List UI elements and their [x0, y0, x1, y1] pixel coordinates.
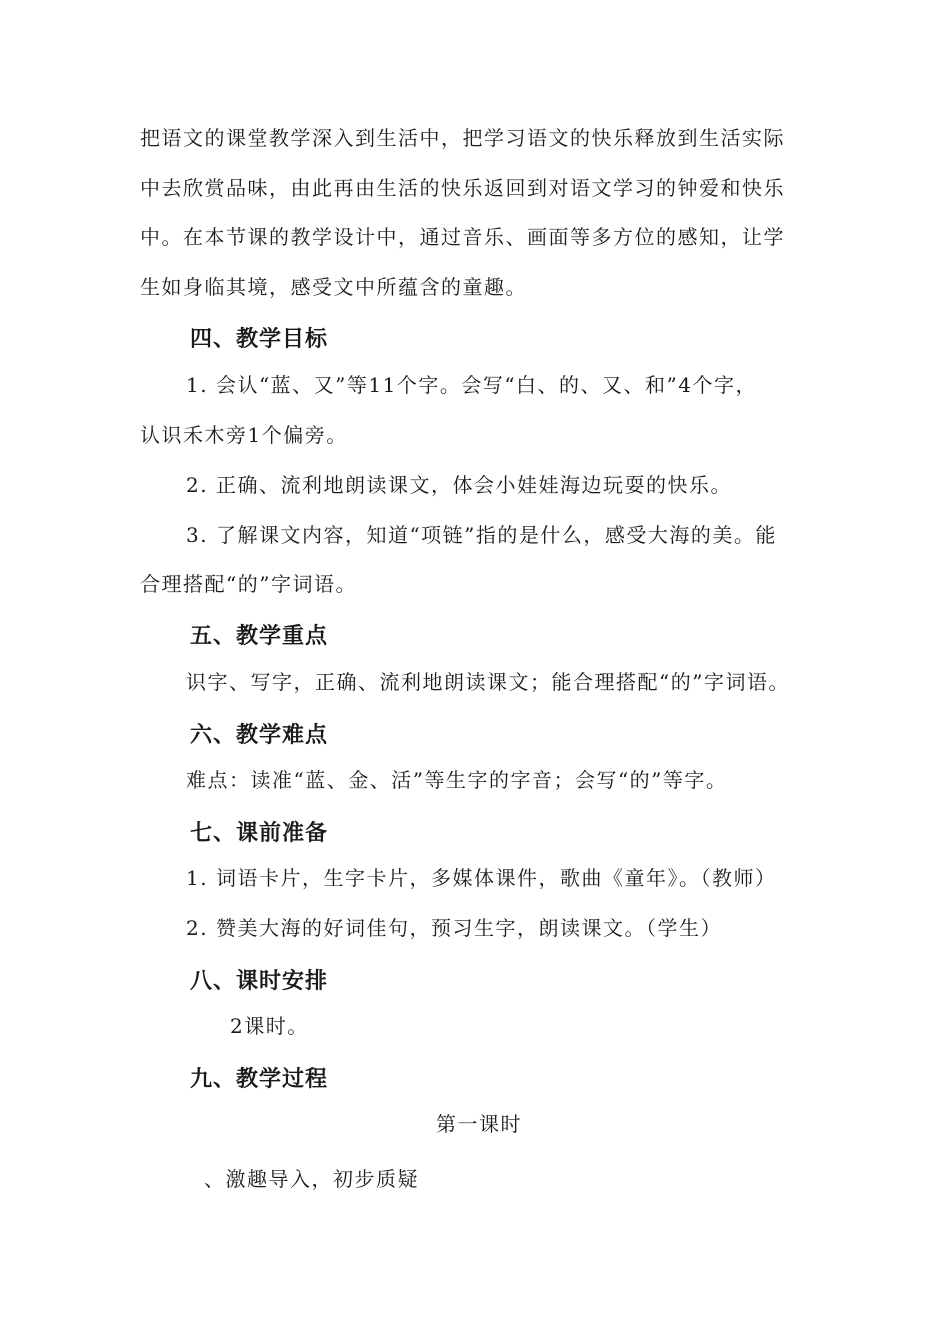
intro-line-4: 生如身临其境，感受文中所蕴含的童趣。 — [140, 275, 527, 299]
preparation-item-1: 1. 词语卡片，生字卡片，多媒体课件，歌曲《童年》。（教师） — [186, 866, 777, 890]
intro-line-1: 把语文的课堂教学深入到生活中，把学习语文的快乐释放到生活实际 — [140, 126, 785, 150]
objective-3-line-2: 合理搭配“的”字词语。 — [140, 572, 357, 596]
intro-line-3: 中。在本节课的教学设计中，通过音乐、画面等多方位的感知，让学 — [140, 225, 785, 249]
preparation-item-2: 2. 赞美大海的好词佳句，预习生字，朗读课文。（学生） — [186, 916, 722, 940]
lesson-title: 第一课时 — [436, 1112, 522, 1136]
section-heading-objectives: 四、教学目标 — [190, 327, 329, 352]
intro-line-2: 中去欣赏品味，由此再由生活的快乐返回到对语文学习的钟爱和快乐 — [140, 176, 785, 200]
objective-1-line-2: 认识禾木旁1个偏旁。 — [140, 423, 348, 447]
objective-1-line-1: 1. 会认“蓝、又”等11个字。会写“白、的、又、和”4个字， — [186, 373, 758, 397]
key-points-text: 识字、写字，正确、流利地朗读课文；能合理搭配“的”字词语。 — [186, 670, 790, 694]
difficulties-text: 难点：读准“蓝、金、活”等生字的字音；会写“的”等字。 — [186, 768, 728, 792]
section-heading-preparation: 七、课前准备 — [190, 821, 329, 846]
process-step-1: 、激趣导入，初步质疑 — [204, 1167, 419, 1191]
objective-3-line-1: 3. 了解课文内容，知道“项链”指的是什么，感受大海的美。能 — [186, 523, 777, 547]
section-heading-key-points: 五、教学重点 — [190, 624, 329, 649]
objective-2: 2. 正确、流利地朗读课文，体会小娃娃海边玩耍的快乐。 — [186, 473, 732, 497]
section-heading-schedule: 八、课时安排 — [190, 969, 329, 994]
section-heading-process: 九、教学过程 — [190, 1067, 329, 1092]
schedule-text: 2课时。 — [230, 1014, 309, 1038]
section-heading-difficulties: 六、教学难点 — [190, 723, 329, 748]
